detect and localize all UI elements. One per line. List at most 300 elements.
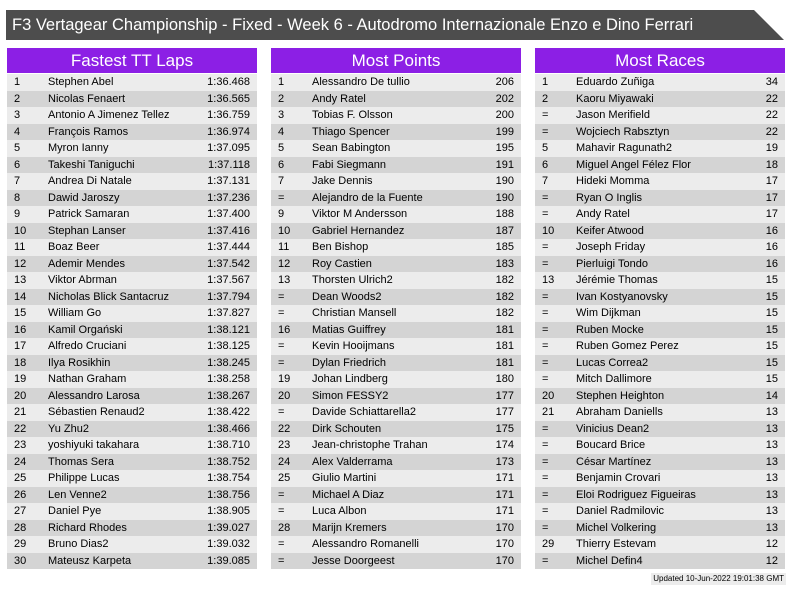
position-cell: 16 [278,323,291,336]
driver-name-cell: Sébastien Renaud2 [48,406,145,418]
driver-name-cell: Alessandro Romanelli [312,538,419,550]
driver-name-cell: Wim Dijkman [576,307,641,319]
page-title: F3 Vertagear Championship - Fixed - Week 6 - Autodromo Internazionale Enzo e Dino Ferrari [12,16,694,34]
position-cell: = [542,241,549,253]
position-cell: 15 [14,307,27,319]
value-cell: 202 [495,92,514,105]
driver-name-cell: Jérémie Thomas [576,274,658,286]
value-cell: 1:38.905 [207,505,250,517]
table-row [535,173,785,190]
value-cell: 13 [765,439,778,451]
driver-name-cell: Yu Zhu2 [48,422,89,435]
table-row [271,503,521,520]
table-row [535,289,785,306]
position-cell: 2 [14,92,21,105]
driver-name-cell: Joseph Friday [576,241,646,253]
driver-name-cell: Tobias F. Olsson [312,109,393,121]
table-row [271,107,521,124]
table-row [7,371,257,388]
driver-name-cell: Nathan Graham [48,373,127,385]
table-row [7,487,257,504]
driver-name-cell: William Go [48,307,102,319]
table-row [535,437,785,454]
value-cell: 190 [495,175,514,187]
position-cell: 6 [14,158,21,171]
table-row [535,124,785,141]
table-row [271,470,521,487]
value-cell: 177 [495,406,514,418]
value-cell: 173 [495,455,514,468]
driver-name-cell: Giulio Martini [312,472,377,484]
table-row [271,437,521,454]
position-cell: = [542,323,549,336]
value-cell: 1:36.468 [207,76,250,88]
panel-title: Fastest TT Laps [7,48,257,73]
position-cell: = [542,488,549,501]
value-cell: 170 [495,554,514,567]
value-cell: 16 [765,257,778,270]
table-row [271,74,521,91]
position-cell: 25 [14,472,27,484]
position-cell: = [542,109,549,121]
position-cell: = [278,406,285,418]
value-cell: 34 [765,76,778,88]
value-cell: 181 [495,356,514,369]
table-row [535,305,785,322]
driver-name-cell: Simon FESSY2 [312,389,389,402]
value-cell: 188 [495,208,514,220]
value-cell: 15 [765,373,778,385]
position-cell: 11 [14,241,26,253]
table-row [271,371,521,388]
table-row [535,454,785,471]
value-cell: 171 [495,505,514,517]
table-row [7,190,257,207]
driver-name-cell: Dylan Friedrich [312,356,386,369]
value-cell: 187 [495,224,514,237]
table-row [271,206,521,223]
driver-name-cell: Johan Lindberg [312,373,388,385]
driver-name-cell: Alfredo Cruciani [48,340,127,352]
position-cell: 10 [14,224,27,237]
table-row [535,206,785,223]
table-row [271,404,521,421]
table-row [7,322,257,339]
driver-name-cell: Ruben Mocke [576,323,644,336]
value-cell: 1:38.752 [207,455,250,468]
driver-name-cell: Ademir Mendes [48,257,126,270]
table-row [271,338,521,355]
table-row [271,239,521,256]
position-cell: 29 [542,538,555,550]
position-cell: 24 [14,455,27,468]
table-row [7,305,257,322]
driver-name-cell: Richard Rhodes [48,521,127,534]
rows-list [271,74,521,569]
driver-name-cell: Alessandro Larosa [48,389,140,402]
driver-name-cell: Thierry Estevam [576,538,657,550]
position-cell: = [542,455,549,468]
panel-fastest-tt-laps [7,48,257,569]
table-row [7,553,257,570]
value-cell: 18 [765,158,778,171]
table-row [271,536,521,553]
driver-name-cell: Stephen Heighton [576,389,665,402]
driver-name-cell: Patrick Samaran [48,208,130,220]
driver-name-cell: Keifer Atwood [576,224,644,237]
table-row [535,503,785,520]
value-cell: 171 [495,472,514,484]
driver-name-cell: Gabriel Hernandez [312,224,405,237]
value-cell: 1:37.827 [207,307,250,319]
value-cell: 13 [765,422,778,435]
position-cell: = [278,538,285,550]
value-cell: 1:38.258 [207,373,250,385]
position-cell: 2 [542,92,549,105]
driver-name-cell: Takeshi Taniguchi [48,158,135,171]
driver-name-cell: Bruno Dias2 [48,538,109,550]
value-cell: 181 [495,340,514,352]
position-cell: 10 [278,224,291,237]
value-cell: 17 [765,208,778,220]
driver-name-cell: Wojciech Rabsztyn [576,125,670,138]
driver-name-cell: Ivan Kostyanovsky [576,290,668,303]
value-cell: 171 [495,488,514,501]
value-cell: 1:38.754 [207,472,250,484]
position-cell: = [278,505,285,517]
driver-name-cell: Stephan Lanser [48,224,126,237]
position-cell: 17 [14,340,27,352]
value-cell: 1:37.567 [207,274,250,286]
table-row [535,322,785,339]
table-row [535,355,785,372]
position-cell: 12 [14,257,27,270]
table-row [7,355,257,372]
driver-name-cell: Fabi Siegmann [312,158,386,171]
driver-name-cell: Eduardo Zuñiga [576,76,655,88]
position-cell: 21 [14,406,27,418]
driver-name-cell: Abraham Daniells [576,406,663,418]
driver-name-cell: Mitch Dallimore [576,373,652,385]
position-cell: 5 [14,142,21,154]
position-cell: = [278,356,285,369]
position-cell: = [278,290,285,303]
value-cell: 199 [495,125,514,138]
table-row [535,421,785,438]
position-cell: 13 [14,274,27,286]
value-cell: 13 [765,406,778,418]
table-row [271,355,521,372]
value-cell: 1:38.121 [207,323,250,336]
value-cell: 182 [495,274,514,286]
value-cell: 185 [495,241,514,253]
position-cell: 22 [278,422,291,435]
position-cell: 20 [14,389,27,402]
value-cell: 182 [495,290,514,303]
driver-name-cell: François Ramos [48,125,129,138]
position-cell: 30 [14,554,27,567]
driver-name-cell: Jake Dennis [312,175,373,187]
value-cell: 1:37.131 [207,175,250,187]
position-cell: = [542,422,549,435]
driver-name-cell: Alessandro De tullio [312,76,410,88]
position-cell: = [542,340,549,352]
position-cell: 13 [278,274,291,286]
table-row [535,239,785,256]
table-row [7,74,257,91]
driver-name-cell: Miguel Angel Félez Flor [576,158,691,171]
value-cell: 170 [495,521,514,534]
value-cell: 1:38.267 [207,389,250,402]
value-cell: 180 [495,373,514,385]
position-cell: 5 [542,142,549,154]
position-cell: = [542,125,549,138]
driver-name-cell: Myron Ianny [48,142,109,154]
table-row [271,272,521,289]
driver-name-cell: Thomas Sera [48,455,115,468]
driver-name-cell: Daniel Radmilovic [576,505,665,517]
value-cell: 181 [495,323,514,336]
value-cell: 1:37.444 [207,241,250,253]
value-cell: 15 [765,340,778,352]
table-row [7,124,257,141]
position-cell: 13 [542,274,555,286]
value-cell: 195 [495,142,514,154]
position-cell: 27 [14,505,27,517]
value-cell: 16 [765,241,778,253]
position-cell: = [542,505,549,517]
driver-name-cell: Hideki Momma [576,175,650,187]
driver-name-cell: Lucas Correa2 [576,356,649,369]
position-cell: = [542,191,549,204]
driver-name-cell: Matias Guiffrey [312,323,386,336]
value-cell: 174 [495,439,514,451]
table-row [535,371,785,388]
value-cell: 13 [765,472,778,484]
table-row [271,553,521,570]
position-cell: 28 [14,521,27,534]
position-cell: = [542,307,549,319]
position-cell: 7 [14,175,21,187]
position-cell: 6 [542,158,549,171]
driver-name-cell: Alex Valderrama [312,455,393,468]
value-cell: 1:37.118 [207,158,250,171]
driver-name-cell: Ilya Rosikhin [48,356,111,369]
value-cell: 1:38.422 [207,406,250,418]
position-cell: 23 [14,439,27,451]
panel-most-points [271,48,521,569]
value-cell: 12 [765,554,778,567]
position-cell: = [542,356,549,369]
value-cell: 200 [495,109,514,121]
value-cell: 13 [765,521,778,534]
value-cell: 17 [765,191,778,204]
table-row [535,487,785,504]
driver-name-cell: Dirk Schouten [312,422,382,435]
table-row [271,305,521,322]
position-cell: 5 [278,142,285,154]
value-cell: 15 [765,307,778,319]
value-cell: 1:39.027 [207,521,250,534]
value-cell: 1:37.400 [207,208,250,220]
position-cell: = [542,521,549,534]
position-cell: = [542,257,549,270]
driver-name-cell: Mateusz Karpeta [48,554,132,567]
driver-name-cell: César Martínez [576,455,652,468]
table-row [535,338,785,355]
value-cell: 1:36.759 [207,109,250,121]
driver-name-cell: Marijn Kremers [312,521,387,534]
driver-name-cell: Thiago Spencer [312,125,390,138]
table-row [7,107,257,124]
rows-list [7,74,257,569]
table-row [7,520,257,537]
table-row [271,91,521,108]
value-cell: 13 [765,488,778,501]
value-cell: 1:36.565 [207,92,250,105]
value-cell: 16 [765,224,778,237]
driver-name-cell: Dawid Jaroszy [48,191,120,204]
panel-most-races [535,48,785,569]
driver-name-cell: Philippe Lucas [48,472,120,484]
value-cell: 175 [495,422,514,435]
driver-name-cell: Benjamin Crovari [576,472,661,484]
table-row [535,157,785,174]
position-cell: 20 [542,389,555,402]
driver-name-cell: Stephen Abel [48,76,114,88]
table-row [271,140,521,157]
position-cell: 8 [14,191,21,204]
driver-name-cell: Eloi Rodriguez Figueiras [576,488,696,501]
table-row [271,520,521,537]
position-cell: 18 [14,356,27,369]
driver-name-cell: Christian Mansell [312,307,397,319]
table-row [271,388,521,405]
value-cell: 1:38.710 [207,439,250,451]
table-row [7,437,257,454]
position-cell: 25 [278,472,291,484]
table-row [7,421,257,438]
position-cell: = [542,208,549,220]
driver-name-cell: Michel Volkering [576,521,657,534]
table-row [535,553,785,570]
table-row [271,124,521,141]
position-cell: 28 [278,521,291,534]
value-cell: 1:37.416 [207,224,250,237]
value-cell: 1:37.794 [207,290,250,303]
value-cell: 206 [495,76,514,88]
value-cell: 22 [765,109,778,121]
position-cell: 23 [278,439,291,451]
driver-name-cell: Michael A Diaz [312,488,385,501]
table-row [535,404,785,421]
driver-name-cell: Andy Ratel [312,92,366,105]
position-cell: 6 [278,158,285,171]
driver-name-cell: yoshiyuki takahara [48,439,140,451]
driver-name-cell: Jesse Doorgeest [312,554,395,567]
position-cell: = [542,373,549,385]
table-row [535,520,785,537]
value-cell: 17 [765,175,778,187]
position-cell: 10 [542,224,555,237]
position-cell: 4 [278,125,285,138]
position-cell: = [278,307,285,319]
value-cell: 1:36.974 [207,125,250,138]
position-cell: = [278,554,285,567]
position-cell: = [278,488,285,501]
updated-timestamp: Updated 10-Jun-2022 19:01:38 GMT [653,574,784,583]
driver-name-cell: Antonio A Jimenez Tellez [48,109,170,121]
driver-name-cell: Michel Defin4 [576,554,643,567]
value-cell: 13 [765,505,778,517]
value-cell: 1:38.245 [207,356,250,369]
table-row [7,91,257,108]
driver-name-cell: Vinicius Dean2 [576,422,650,435]
table-row [535,140,785,157]
value-cell: 1:39.032 [207,538,250,550]
driver-name-cell: Ruben Gomez Perez [576,340,679,352]
table-row [7,272,257,289]
driver-name-cell: Ben Bishop [312,241,369,253]
value-cell: 191 [495,158,514,171]
table-row [535,470,785,487]
value-cell: 190 [495,191,514,204]
value-cell: 1:38.756 [207,488,250,501]
value-cell: 15 [765,274,778,286]
driver-name-cell: Kaoru Miyawaki [576,92,654,105]
driver-name-cell: Len Venne2 [48,488,107,501]
value-cell: 15 [765,356,778,369]
driver-name-cell: Pierluigi Tondo [576,257,648,270]
driver-name-cell: Jason Merifield [576,109,650,121]
position-cell: 14 [14,290,27,303]
table-row [535,272,785,289]
driver-name-cell: Boucard Brice [576,439,646,451]
table-row [271,157,521,174]
value-cell: 1:39.085 [207,554,250,567]
driver-name-cell: Nicolas Fenaert [48,92,126,105]
position-cell: 19 [14,373,27,385]
table-row [7,206,257,223]
position-cell: 16 [14,323,27,336]
position-cell: = [278,340,285,352]
position-cell: = [542,439,549,451]
table-row [535,91,785,108]
table-row [535,107,785,124]
position-cell: 26 [14,488,27,501]
driver-name-cell: Roy Castien [312,257,372,270]
position-cell: = [542,472,549,484]
value-cell: 170 [495,538,514,550]
table-row [535,74,785,91]
table-row [535,223,785,240]
position-cell: 1 [542,76,549,88]
driver-name-cell: Mahavir Ragunath2 [576,142,673,154]
driver-name-cell: Viktor M Andersson [312,208,408,220]
position-cell: 3 [278,109,285,121]
value-cell: 19 [765,142,778,154]
table-row [7,239,257,256]
table-row [7,289,257,306]
table-row [7,223,257,240]
table-row [535,256,785,273]
position-cell: = [542,290,549,303]
table-row [7,404,257,421]
table-row [271,322,521,339]
driver-name-cell: Dean Woods2 [312,290,382,303]
value-cell: 15 [765,323,778,336]
position-cell: 19 [278,373,291,385]
